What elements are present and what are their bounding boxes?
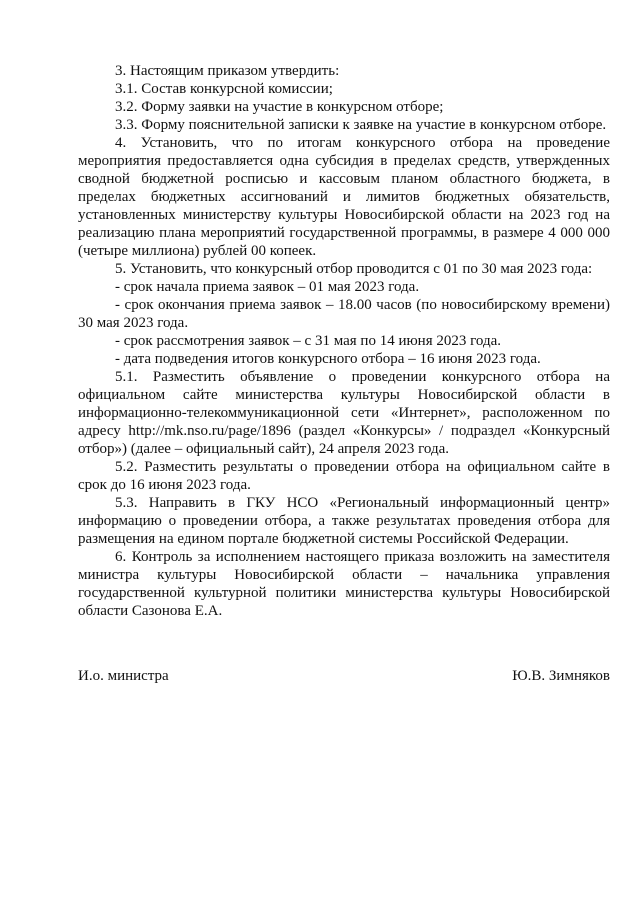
paragraph-application-form: 3.2. Форму заявки на участие в конкурсном отборе; (115, 99, 444, 115)
paragraph-start-date: - срок начала приема заявок – 01 мая 2023 года. (115, 279, 420, 295)
signature-block (78, 667, 610, 687)
paragraph-publish-results: 5.2. Разместить результаты о проведении отбора на официальном сайте в срок до 16 июня 2023 года. (78, 459, 610, 493)
paragraph-info-center: 5.3. Направить в ГКУ НСО «Региональный информационный центр» информацию о проведении отбора, а также результатах проведения отбора для размещения на едином портале бюджетной системы Российской Федерации. (78, 495, 610, 547)
paragraph-control: 6. Контроль за исполнением настоящего приказа возложить на заместителя министра культуры Новосибирской области – начальника управления государственной культурной политики министерства культуры Новосибирской области Сазонова Е.А. (78, 549, 610, 619)
document-body (78, 62, 610, 620)
paragraph-commission-composition: 3.1. Состав конкурсной комиссии; (115, 81, 333, 97)
paragraph-selection-period: 5. Установить, что конкурсный отбор проводится с 01 по 30 мая 2023 года: (115, 261, 593, 277)
paragraph-explanatory-note-form: 3.3. Форму пояснительной записки к заявке на участие в конкурсном отборе. (115, 117, 607, 133)
paragraph-approve-intro: 3. Настоящим приказом утвердить: (115, 63, 340, 79)
paragraph-announcement: 5.1. Разместить объявление о проведении конкурсного отбора на официальном сайте министерства культуры Новосибирской области в информационно-телекоммуникационной сети «Интернет», расположенном по адресу http://mk.nso.ru/page/1896 (раздел «Конкурсы» / подраздел «Конкурсный отбор») (далее – официальный сайт), 24 апреля 2023 года. (78, 369, 610, 457)
signatory-name: Ю.В. Зимняков (512, 668, 610, 684)
paragraph-results-date: - дата подведения итогов конкурсного отбора – 16 июня 2023 года. (115, 351, 541, 367)
paragraph-review-period: - срок рассмотрения заявок – с 31 мая по 14 июня 2023 года. (115, 333, 501, 349)
signatory-position: И.о. министра (78, 668, 169, 684)
paragraph-end-date: - срок окончания приема заявок – 18.00 часов (по новосибирскому времени) 30 мая 2023 года. (78, 297, 610, 331)
paragraph-subsidy: 4. Установить, что по итогам конкурсного отбора на проведение мероприятия предоставляется одна субсидия в пределах средств, утвержденных сводной бюджетной росписью и кассовым планом областного бюджета, в пределах бюджетных ассигнований и лимитов бюджетных обязательств, установленных министерству культуры Новосибирской области на 2023 год на реализацию плана мероприятий государственной программы, в размере 4 000 000 (четыре миллиона) рублей 00 копеек. (78, 135, 610, 259)
